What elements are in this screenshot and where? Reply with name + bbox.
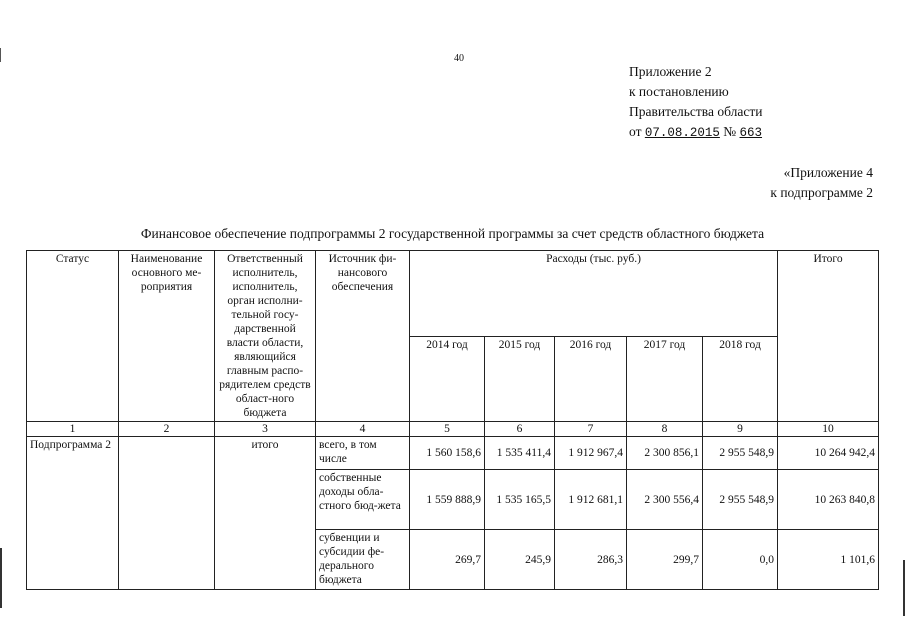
decree-number: 663 — [739, 126, 763, 140]
appendix-line-3: Правительства области — [629, 104, 763, 119]
total-cell: 10 263 840,8 — [778, 470, 879, 530]
value-cell: 269,7 — [410, 530, 485, 590]
value-cell: 2 300 556,4 — [627, 470, 703, 530]
value-cell: 2 955 548,9 — [703, 470, 778, 530]
scan-edge-mark — [0, 548, 2, 608]
appendix-line-1: Приложение 2 — [629, 64, 712, 79]
header-status: Статус — [27, 251, 119, 422]
header-year: 2015 год — [485, 336, 555, 422]
header-expenses: Расходы (тыс. руб.) — [410, 251, 778, 337]
header-executor: Ответственный исполнитель, исполнитель, орган исполни-тельной госу-дарственной власти области, являющийся главным распо-рядителем средств област-ного бюджета — [215, 251, 316, 422]
column-number: 6 — [485, 422, 555, 437]
header-source: Источник фи-нансового обеспечения — [316, 251, 410, 422]
value-cell: 0,0 — [703, 530, 778, 590]
header-year: 2016 год — [555, 336, 627, 422]
decree-date: 07.08.2015 — [644, 126, 720, 140]
financing-table — [26, 250, 879, 590]
column-number: 3 — [215, 422, 316, 437]
total-cell: 10 264 942,4 — [778, 437, 879, 470]
appendix-header — [629, 62, 762, 143]
column-number: 2 — [119, 422, 215, 437]
header-total: Итого — [778, 251, 879, 422]
value-cell: 1 535 411,4 — [485, 437, 555, 470]
value-cell: 2 955 548,9 — [703, 437, 778, 470]
header-measure: Наименование основного ме-роприятия — [119, 251, 215, 422]
page-number: 40 — [454, 53, 464, 64]
appendix-reference — [770, 163, 873, 203]
value-cell: 1 912 967,4 — [555, 437, 627, 470]
value-cell: 1 560 158,6 — [410, 437, 485, 470]
source-cell: субвенции и субсидии фе-дерального бюджета — [316, 530, 410, 590]
column-number: 7 — [555, 422, 627, 437]
column-number: 9 — [703, 422, 778, 437]
total-cell: 1 101,6 — [778, 530, 879, 590]
scan-edge-mark — [0, 48, 1, 62]
value-cell: 286,3 — [555, 530, 627, 590]
value-cell: 1 559 888,9 — [410, 470, 485, 530]
status-cell: Подпрограмма 2 — [27, 437, 119, 590]
column-number: 1 — [27, 422, 119, 437]
value-cell: 299,7 — [627, 530, 703, 590]
appendix-ref-line-2: к подпрограмме 2 — [770, 185, 873, 200]
document-title: Финансовое обеспечение подпрограммы 2 государственной программы за счет средств областного бюджета — [140, 226, 765, 241]
source-cell: всего, в том числе — [316, 437, 410, 470]
appendix-date-line — [629, 122, 762, 143]
header-row-1 — [27, 251, 879, 337]
value-cell: 245,9 — [485, 530, 555, 590]
column-number: 4 — [316, 422, 410, 437]
header-year: 2017 год — [627, 336, 703, 422]
appendix-ref-line-1: «Приложение 4 — [783, 165, 873, 180]
table-row — [27, 437, 879, 470]
header-year: 2014 год — [410, 336, 485, 422]
measure-cell — [119, 437, 215, 590]
header-year: 2018 год — [703, 336, 778, 422]
value-cell: 1 535 165,5 — [485, 470, 555, 530]
source-cell: собственные доходы обла-стного бюд-жета — [316, 470, 410, 530]
executor-cell: итого — [215, 437, 316, 590]
column-number: 5 — [410, 422, 485, 437]
column-number-row — [27, 422, 879, 437]
column-number: 10 — [778, 422, 879, 437]
date-prefix: от — [629, 124, 642, 139]
value-cell: 2 300 856,1 — [627, 437, 703, 470]
number-prefix: № — [723, 124, 737, 139]
value-cell: 1 912 681,1 — [555, 470, 627, 530]
column-number: 8 — [627, 422, 703, 437]
appendix-line-2: к постановлению — [629, 84, 729, 99]
